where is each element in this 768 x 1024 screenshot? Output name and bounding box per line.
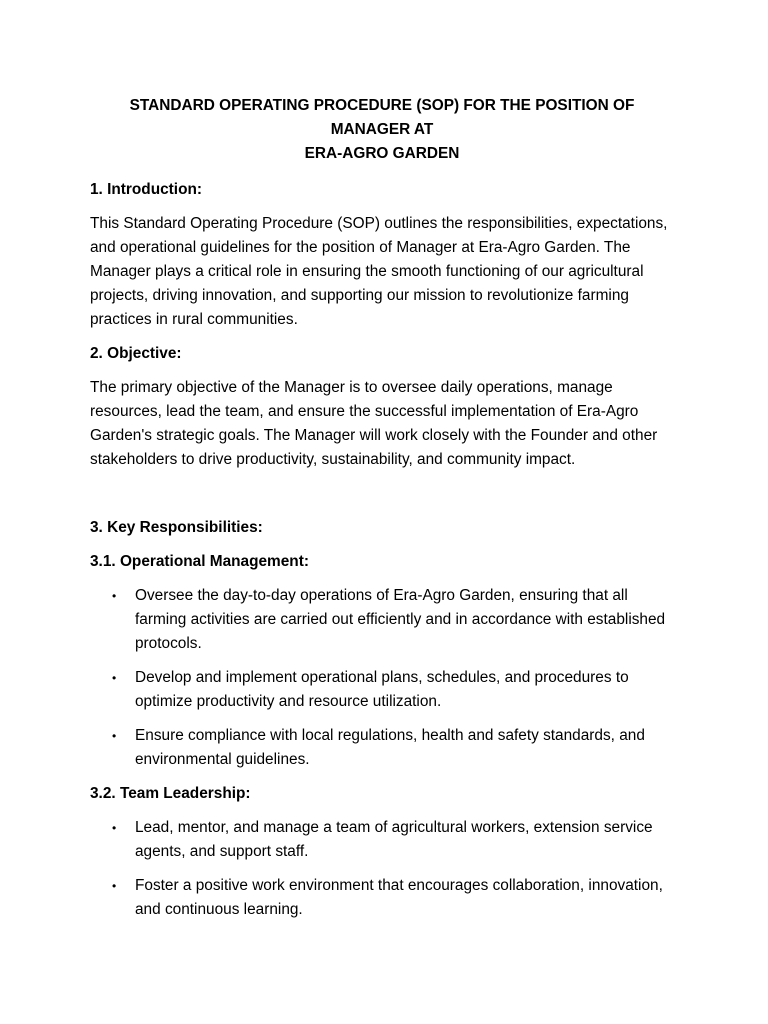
list-item-text: Lead, mentor, and manage a team of agricultural workers, extension service agents, and support staff. [135,819,653,860]
list-item-text: Foster a positive work environment that encourages collaboration, innovation, and continuous learning. [135,877,663,918]
team-leadership-list [90,816,674,922]
team-leadership-heading: 3.2. Team Leadership: [90,785,251,802]
operational-management-list [90,584,674,772]
bullet-icon: • [112,879,117,893]
bullet-icon: • [112,589,117,603]
document-title-line-2: ERA-AGRO GARDEN [304,145,460,162]
list-item-text: Ensure compliance with local regulations, health and safety standards, and environmental guidelines. [135,727,645,768]
objective-paragraph: The primary objective of the Manager is to oversee daily operations, manage resources, lead the team, and ensure the successful implementation of Era-Agro Garden's strategic goals. The Manager will work closely with the Founder and other stakeholders to drive productivity, sustainability, and community impact. [90,379,658,468]
introduction-heading: 1. Introduction: [90,181,202,198]
introduction-paragraph: This Standard Operating Procedure (SOP) outlines the responsibilities, expectations, and operational guidelines for the position of Manager at Era-Agro Garden. The Manager plays a critical role in ensuring the smooth functioning of our agricultural projects, driving innovation, and supporting our mission to revolutionize farming practices in rural communities. [90,215,668,328]
document-title [90,94,674,166]
list-item [90,816,674,864]
list-item [90,724,674,772]
bullet-icon: • [112,821,117,835]
list-item [90,584,674,656]
bullet-icon: • [112,671,117,685]
list-item [90,874,674,922]
list-item-text: Oversee the day-to-day operations of Era-Agro Garden, ensuring that all farming activities are carried out efficiently and in accordance with established protocols. [135,587,666,652]
key-responsibilities-heading: 3. Key Responsibilities: [90,519,263,536]
document-title-line-1: STANDARD OPERATING PROCEDURE (SOP) FOR THE POSITION OF MANAGER AT [129,97,635,138]
list-item-text: Develop and implement operational plans, schedules, and procedures to optimize productivity and resource utilization. [135,669,629,710]
bullet-icon: • [112,729,117,743]
objective-heading: 2. Objective: [90,345,182,362]
operational-management-heading: 3.1. Operational Management: [90,553,309,570]
list-item [90,666,674,714]
